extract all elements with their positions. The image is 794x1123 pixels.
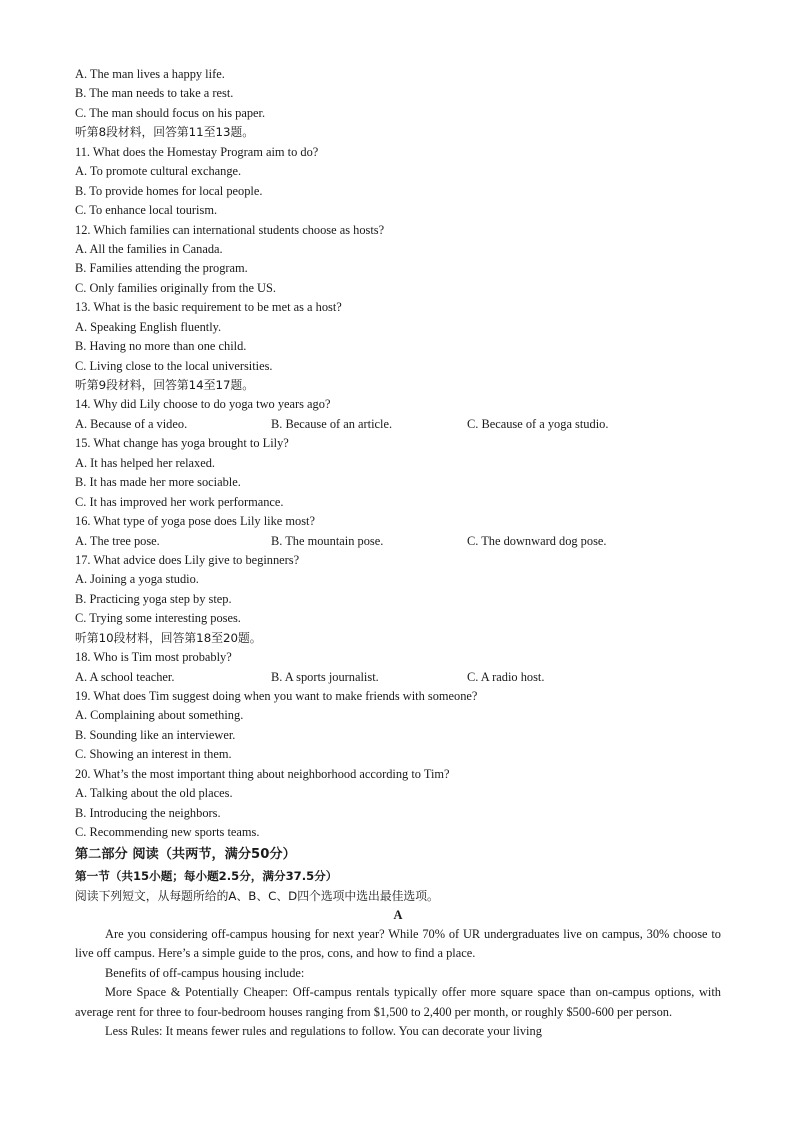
q17-stem: 17. What advice does Lily give to beginners? [75,552,300,567]
q20-option-b: B. Introducing the neighbors. [75,805,221,820]
q16-option-a: A. The tree pose. [75,533,160,548]
q16-options [75,532,721,551]
q12-option-a: A. All the families in Canada. [75,241,223,256]
passage-paragraph-4: Less Rules: It means fewer rules and regulations to follow. You can decorate your living [105,1024,542,1039]
q20-option-c: C. Recommending new sports teams. [75,825,260,840]
section-10-heading: 听第10段材料，回答第18至20题。 [75,630,262,645]
q20-stem: 20. What’s the most important thing about neighborhood according to Tim? [75,766,450,781]
q19-option-b: B. Sounding like an interviewer. [75,727,236,742]
q19-stem: 19. What does Tim suggest doing when you want to make friends with someone? [75,689,478,703]
q13-option-c: C. Living close to the local universities. [75,358,273,373]
q16-stem: 16. What type of yoga pose does Lily like most? [75,514,315,529]
q18-options [75,668,721,687]
q14-options [75,415,721,434]
q10-option-b: B. The man needs to take a rest. [75,86,234,101]
q10-option-a: A. The man lives a happy life. [75,67,225,81]
q17-option-c: C. Trying some interesting poses. [75,611,241,626]
q14-option-b: B. Because of an article. [271,416,393,431]
passage-paragraph-2: Benefits of off-campus housing include: [105,965,305,980]
q15-option-b: B. It has made her more sociable. [75,475,241,490]
q18-stem: 18. Who is Tim most probably? [75,650,232,665]
q12-stem: 12. Which families can international students choose as hosts? [75,222,385,237]
q18-option-b: B. A sports journalist. [271,669,379,684]
part-2-title: 第二部分 阅读（共两节，满分50分） [75,846,296,862]
q15-option-c: C. It has improved her work performance. [75,494,284,509]
q17-option-b: B. Practicing yoga step by step. [75,591,232,606]
q18-option-c: C. A radio host. [467,669,545,684]
q15-stem: 15. What change has yoga brought to Lily? [75,436,289,451]
q16-option-b: B. The mountain pose. [271,533,384,548]
section-9-heading: 听第9段材料，回答第14至17题。 [75,378,255,392]
passage-paragraph-1: Are you considering off-campus housing for next year? While 70% of UR undergraduates live on campus, 30% choose to live off campus. Here’s a simple guide to the pros, cons, and how to find a place. [75,926,721,961]
q20-option-a: A. Talking about the old places. [75,786,233,801]
reading-instruction: 阅读下列短文，从每题所给的A、B、C、D四个选项中选出最佳选项。 [75,888,439,903]
q16-option-c: C. The downward dog pose. [467,533,607,548]
q12-option-b: B. Families attending the program. [75,261,248,276]
q13-option-a: A. Speaking English fluently. [75,319,222,334]
q11-option-a: A. To promote cultural exchange. [75,164,242,179]
q14-stem: 14. Why did Lily choose to do yoga two years ago? [75,397,331,412]
q12-option-c: C. Only families originally from the US. [75,280,276,295]
section-1-title: 第一节（共15小题；每小题2.5分，满分37.5分） [75,868,338,883]
passage-label: A [393,907,403,922]
q18-option-a: A. A school teacher. [75,669,175,684]
q15-option-a: A. It has helped her relaxed. [75,455,216,470]
q17-option-a: A. Joining a yoga studio. [75,572,199,587]
section-8-heading: 听第8段材料，回答第11至13题。 [75,125,255,140]
q14-option-c: C. Because of a yoga studio. [467,416,609,431]
passage-paragraph-3: More Space & Potentially Cheaper: Off-campus rentals typically offer more square space than on-campus options, with average rent for three to four-bedroom houses ranging from $1,500 to 2,400 per month, or roughly $500-600 per person. [75,985,721,1019]
exam-page [75,65,721,1042]
q11-stem: 11. What does the Homestay Program aim to do? [75,144,319,159]
q13-option-b: B. Having no more than one child. [75,339,247,354]
q11-option-b: B. To provide homes for local people. [75,183,263,198]
q11-option-c: C. To enhance local tourism. [75,203,218,218]
q19-option-c: C. Showing an interest in them. [75,747,232,762]
q10-option-c: C. The man should focus on his paper. [75,105,266,120]
q19-option-a: A. Complaining about something. [75,708,244,723]
q14-option-a: A. Because of a video. [75,416,188,431]
q13-stem: 13. What is the basic requirement to be met as a host? [75,300,342,315]
